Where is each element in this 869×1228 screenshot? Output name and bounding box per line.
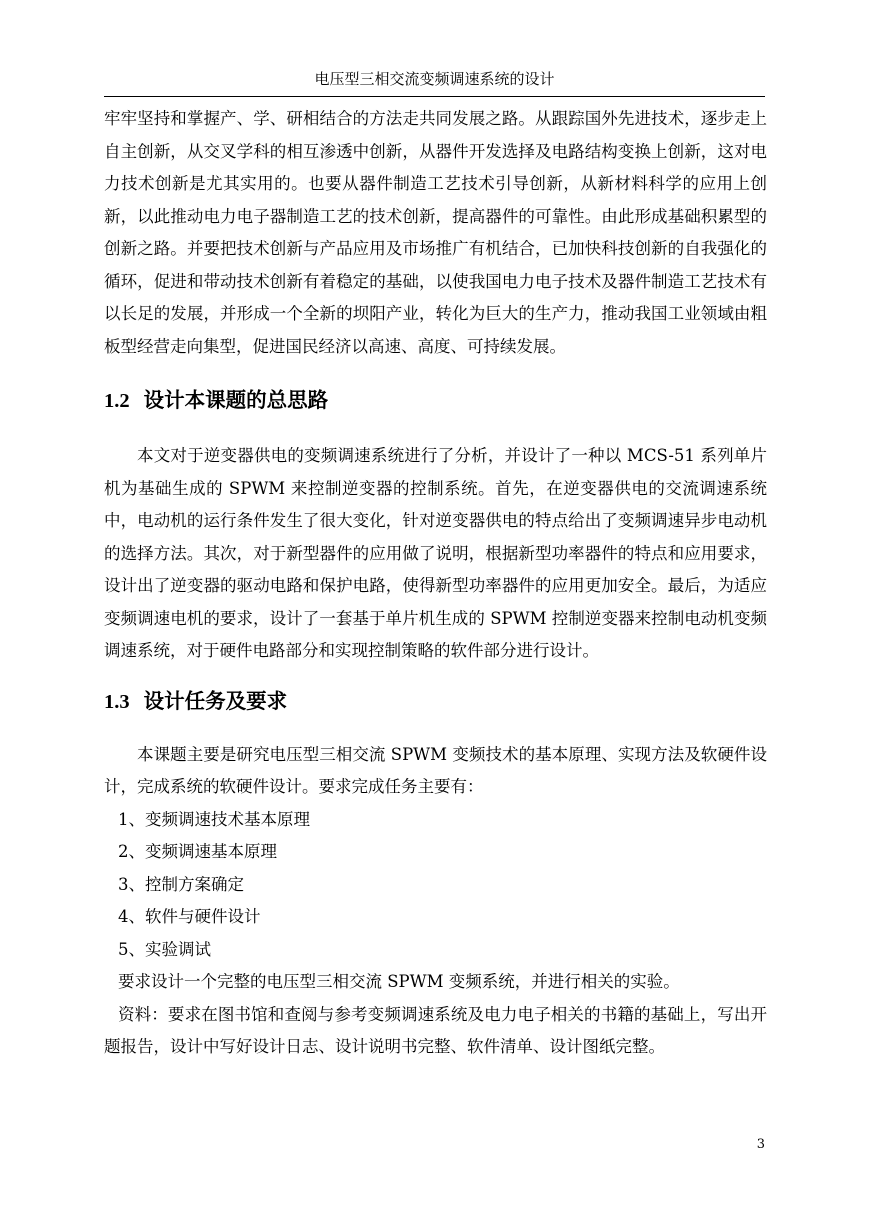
section-heading-1-2 — [104, 385, 767, 416]
page-header-title: 电压型三相交流变频调速系统的设计 — [314, 70, 555, 88]
task-item: 4、软件与硬件设计 — [118, 907, 261, 926]
section-1-2-paragraph: 本文对于逆变器供电的变频调速系统进行了分析，并设计了一种以 MCS-51 系列单片机为基础生成的 SPWM 来控制逆变器的控制系统。首先，在逆变器供电的交流调速系统中，电动机的运行条件发生了很大变化，针对逆变器供电的特点给出了变频调速异步电动机的选择方法。其次，对于新型器件的应用做了说明，根据新型功率器件的特点和应用要求，设计出了逆变器的驱动电路和保护电路，使得新型功率器件的应用更加安全。最后，为适应变频调速电机的要求，设计了一套基于单片机生成的 SPWM 控制逆变器来控制电动机变频调速系统，对于硬件电路部分和实现控制策略的软件部分进行设计。 — [104, 446, 767, 660]
task-item: 3、控制方案确定 — [118, 874, 244, 894]
section-1-3-paragraph: 本课题主要是研究电压型三相交流 SPWM 变频技术的基本原理、实现方法及软硬件设计，完成系统的软硬件设计。要求完成任务主要有： — [104, 744, 767, 796]
section-title: 设计任务及要求 — [143, 688, 288, 713]
task-item: 1、变频调速技术基本原理 — [118, 809, 310, 829]
page-number: 3 — [756, 1137, 765, 1152]
intro-paragraph: 牢牢坚持和掌握产、学、研相结合的方法走共同发展之路。从跟踪国外先进技术，逐步走上自主创新，从交叉学科的相互渗透中创新，从器件开发选择及电路结构变换上创新，这对电力技术创新是尤其实用的。也要从器件制造工艺技术引导创新，从新材料科学的应用上创新，以此推动电力电子器制造工艺的技术创新，提高器件的可靠性。由此形成基础积累型的创新之路。并要把技术创新与产品应用及市场推广有机结合，已加快科技创新的自我强化的循环，促进和带动技术创新有着稳定的基础，以使我国电力电子技术及器件制造工艺技术有以长足的发展，并形成一个全新的坝阳产业，转化为巨大的生产力，推动我国工业领域由粗板型经营走向集型，促进国民经济以高速、高度、可持续发展。 — [104, 109, 767, 356]
section-heading-1-3 — [104, 686, 767, 717]
task-item: 2、变频调速基本原理 — [118, 842, 277, 861]
section-number: 1.2 — [104, 390, 130, 412]
section-number: 1.3 — [104, 690, 130, 713]
header-divider — [104, 96, 765, 97]
materials-paragraph: 资料：要求在图书馆和查阅与参考变频调速系统及电力电子相关的书籍的基础上，写出开题报告，设计中写好设计日志、设计说明书完整、软件清单、设计图纸完整。 — [104, 1004, 767, 1056]
page-body — [104, 103, 767, 1064]
task-item: 5、实验调试 — [118, 939, 211, 959]
requirement-line: 要求设计一个完整的电压型三相交流 SPWM 变频系统，并进行相关的实验。 — [118, 972, 680, 991]
section-title: 设计本课题的总思路 — [143, 388, 329, 412]
